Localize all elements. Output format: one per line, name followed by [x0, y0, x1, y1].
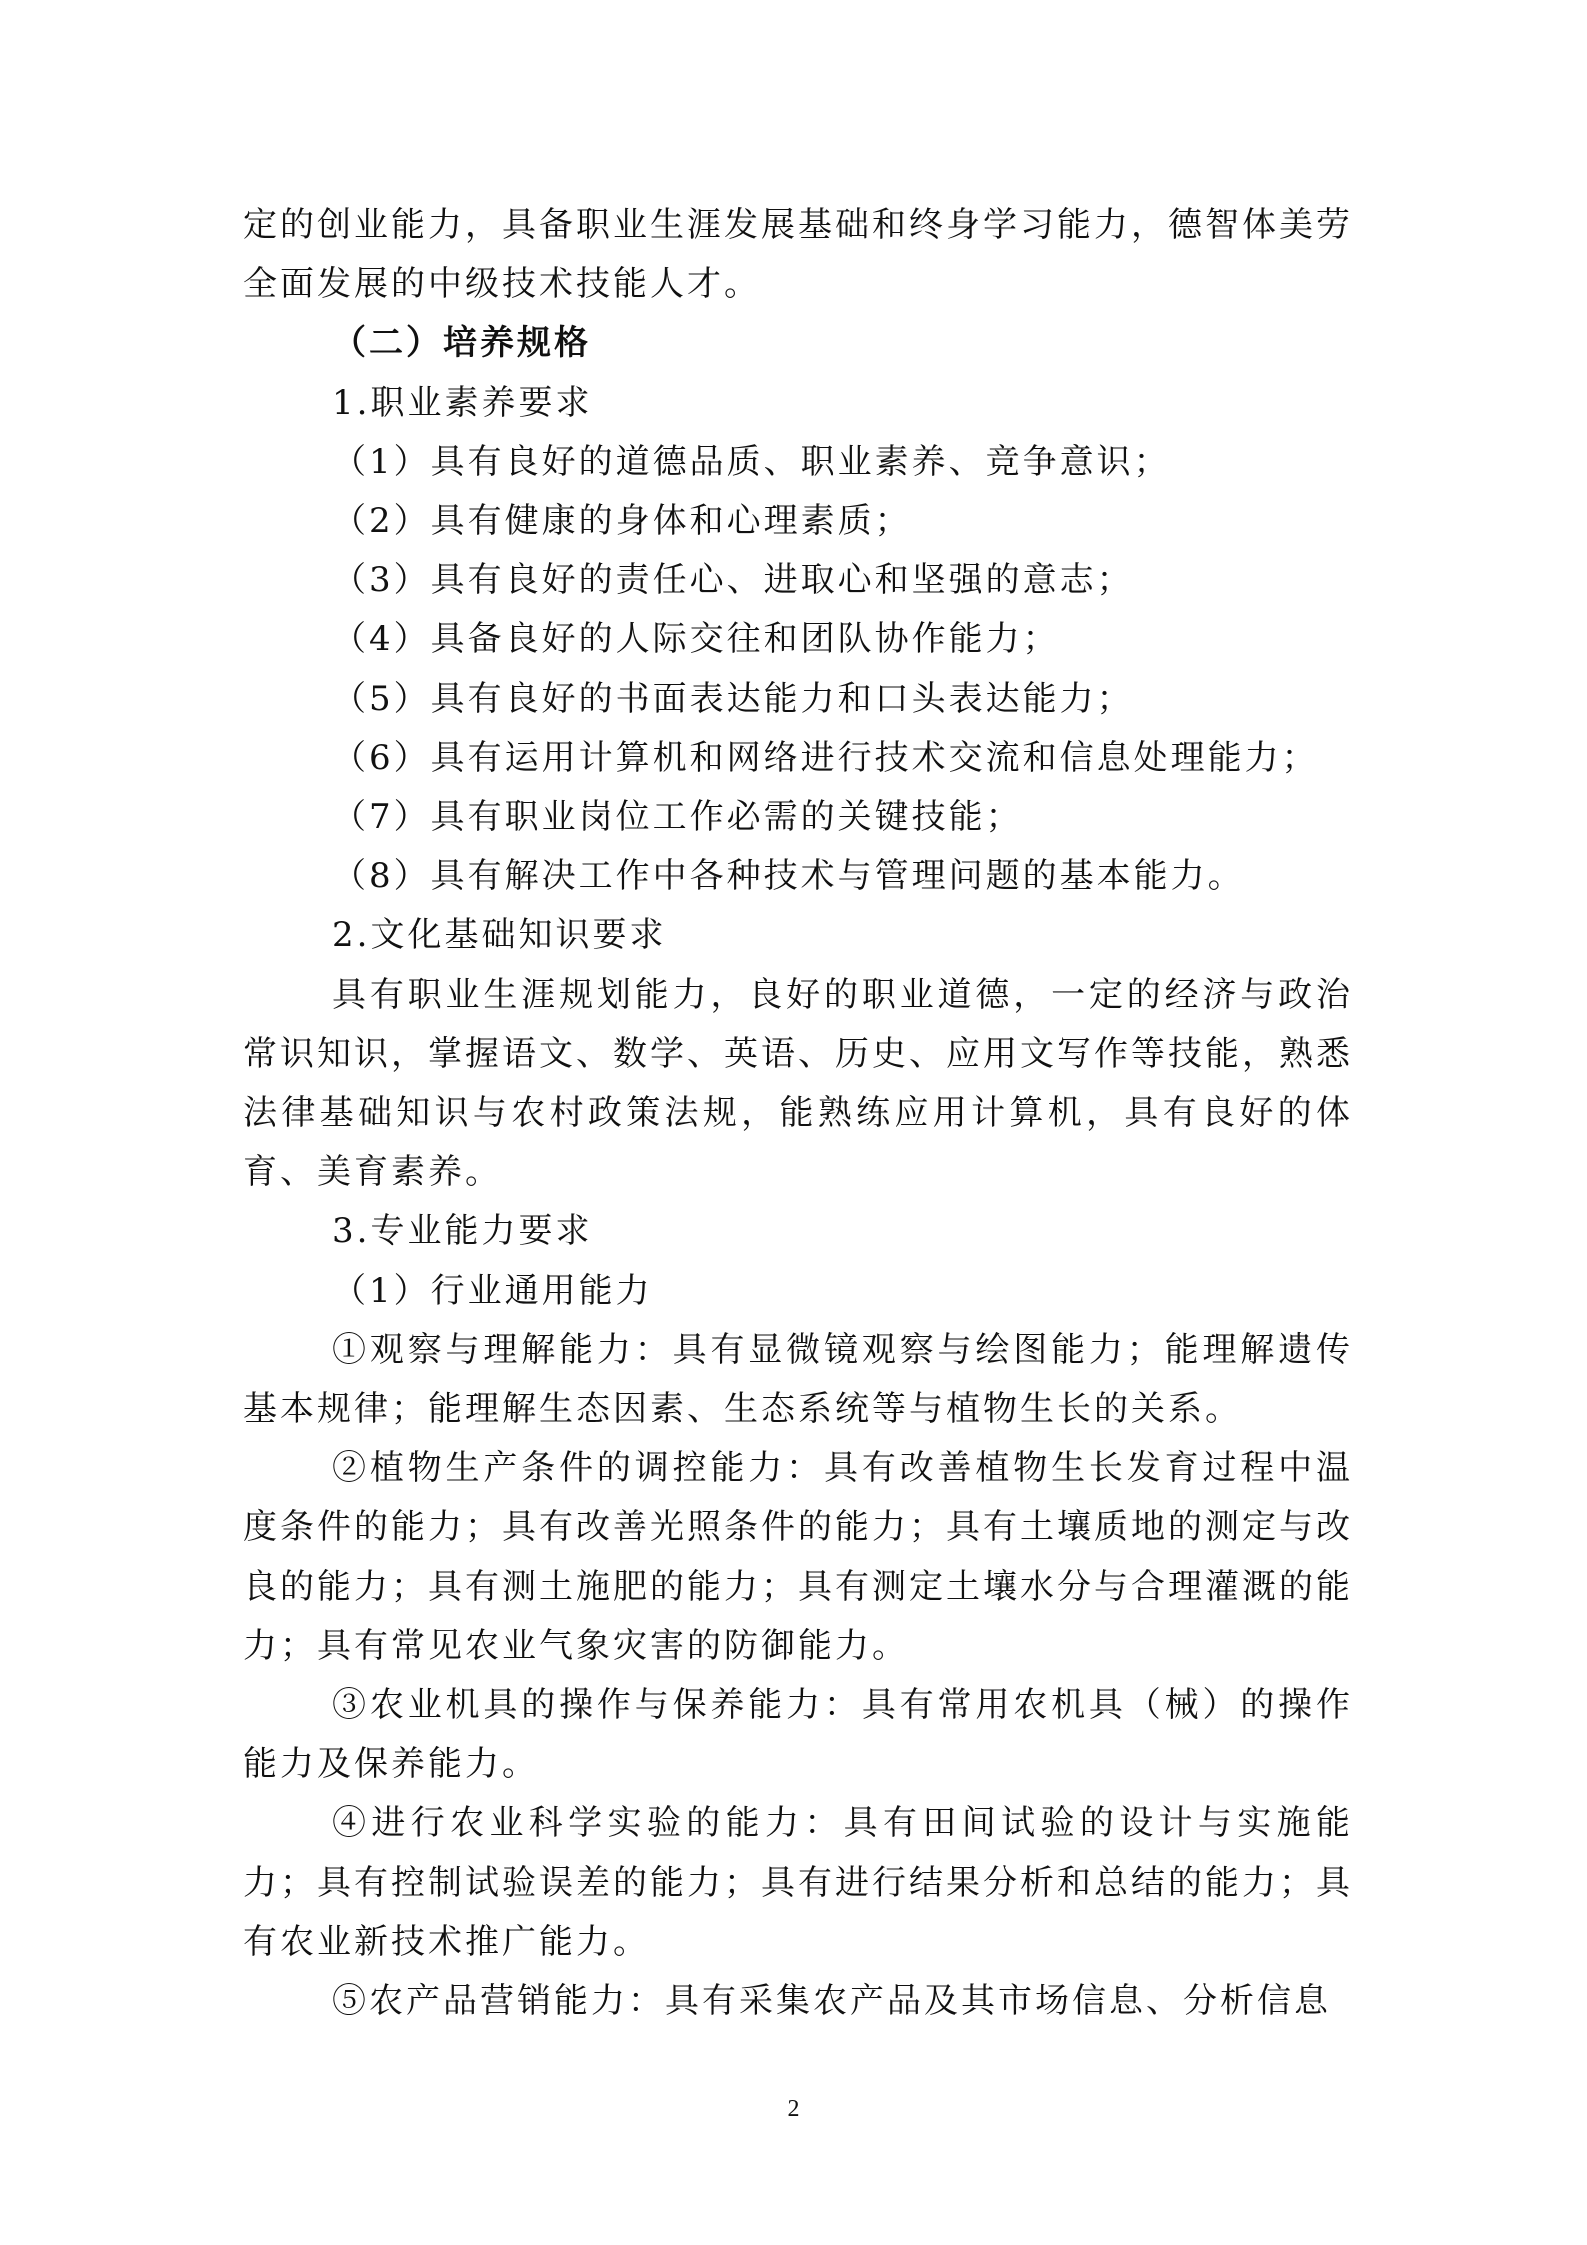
- list-item: （1）具有良好的道德品质、职业素养、竞争意识；: [332, 441, 1171, 482]
- subheading-cultural-knowledge: 2.文化基础知识要求: [332, 915, 667, 956]
- section-heading-training-specs: （二）培养规格: [332, 323, 591, 364]
- page-number: 2: [787, 2096, 800, 2122]
- list-item: （1）行业通用能力: [332, 1270, 653, 1311]
- list-item: （8）具有解决工作中各种技术与管理问题的基本能力。: [332, 856, 1245, 897]
- paragraph: ③农业机具的操作与保养能力：具有常用农机具（械）的操作能力及保养能力。: [243, 1685, 1353, 1785]
- list-item: （7）具有职业岗位工作必需的关键技能；: [332, 797, 1023, 838]
- subheading-professional-ability: 3.专业能力要求: [332, 1211, 593, 1252]
- list-item: （6）具有运用计算机和网络进行技术交流和信息处理能力；: [332, 737, 1319, 778]
- paragraph: ②植物生产条件的调控能力：具有改善植物生长发育过程中温度条件的能力；具有改善光照条件的能力；具有土壤质地的测定与改良的能力；具有测土施肥的能力；具有测定土壤水分与合理灌溉的能力；具有常见农业气象灾害的防御能力。: [243, 1448, 1353, 1666]
- subheading-professional-quality: 1.职业素养要求: [332, 382, 593, 423]
- paragraph: 具有职业生涯规划能力，良好的职业道德，一定的经济与政治常识知识，掌握语文、数学、英语、历史、应用文写作等技能，熟悉法律基础知识与农村政策法规，能熟练应用计算机，具有良好的体育、美育素养。: [243, 974, 1353, 1193]
- list-item: （2）具有健康的身体和心理素质；: [332, 501, 912, 542]
- list-item: （3）具有良好的责任心、进取心和坚强的意志；: [332, 560, 1134, 601]
- list-item: （5）具有良好的书面表达能力和口头表达能力；: [332, 678, 1134, 719]
- document-body: [243, 196, 1353, 2031]
- paragraph-continuation: 定的创业能力，具备职业生涯发展基础和终身学习能力，德智体美劳全面发展的中级技术技能人才。: [243, 205, 1353, 305]
- paragraph: ④进行农业科学实验的能力：具有田间试验的设计与实施能力；具有控制试验误差的能力；具有进行结果分析和总结的能力；具有农业新技术推广能力。: [243, 1803, 1353, 1962]
- paragraph: ⑤农产品营销能力：具有采集农产品及其市场信息、分析信息: [332, 1981, 1331, 2022]
- list-item: （4）具备良好的人际交往和团队协作能力；: [332, 619, 1060, 660]
- paragraph: ①观察与理解能力：具有显微镜观察与绘图能力；能理解遗传基本规律；能理解生态因素、生态系统等与植物生长的关系。: [243, 1329, 1353, 1430]
